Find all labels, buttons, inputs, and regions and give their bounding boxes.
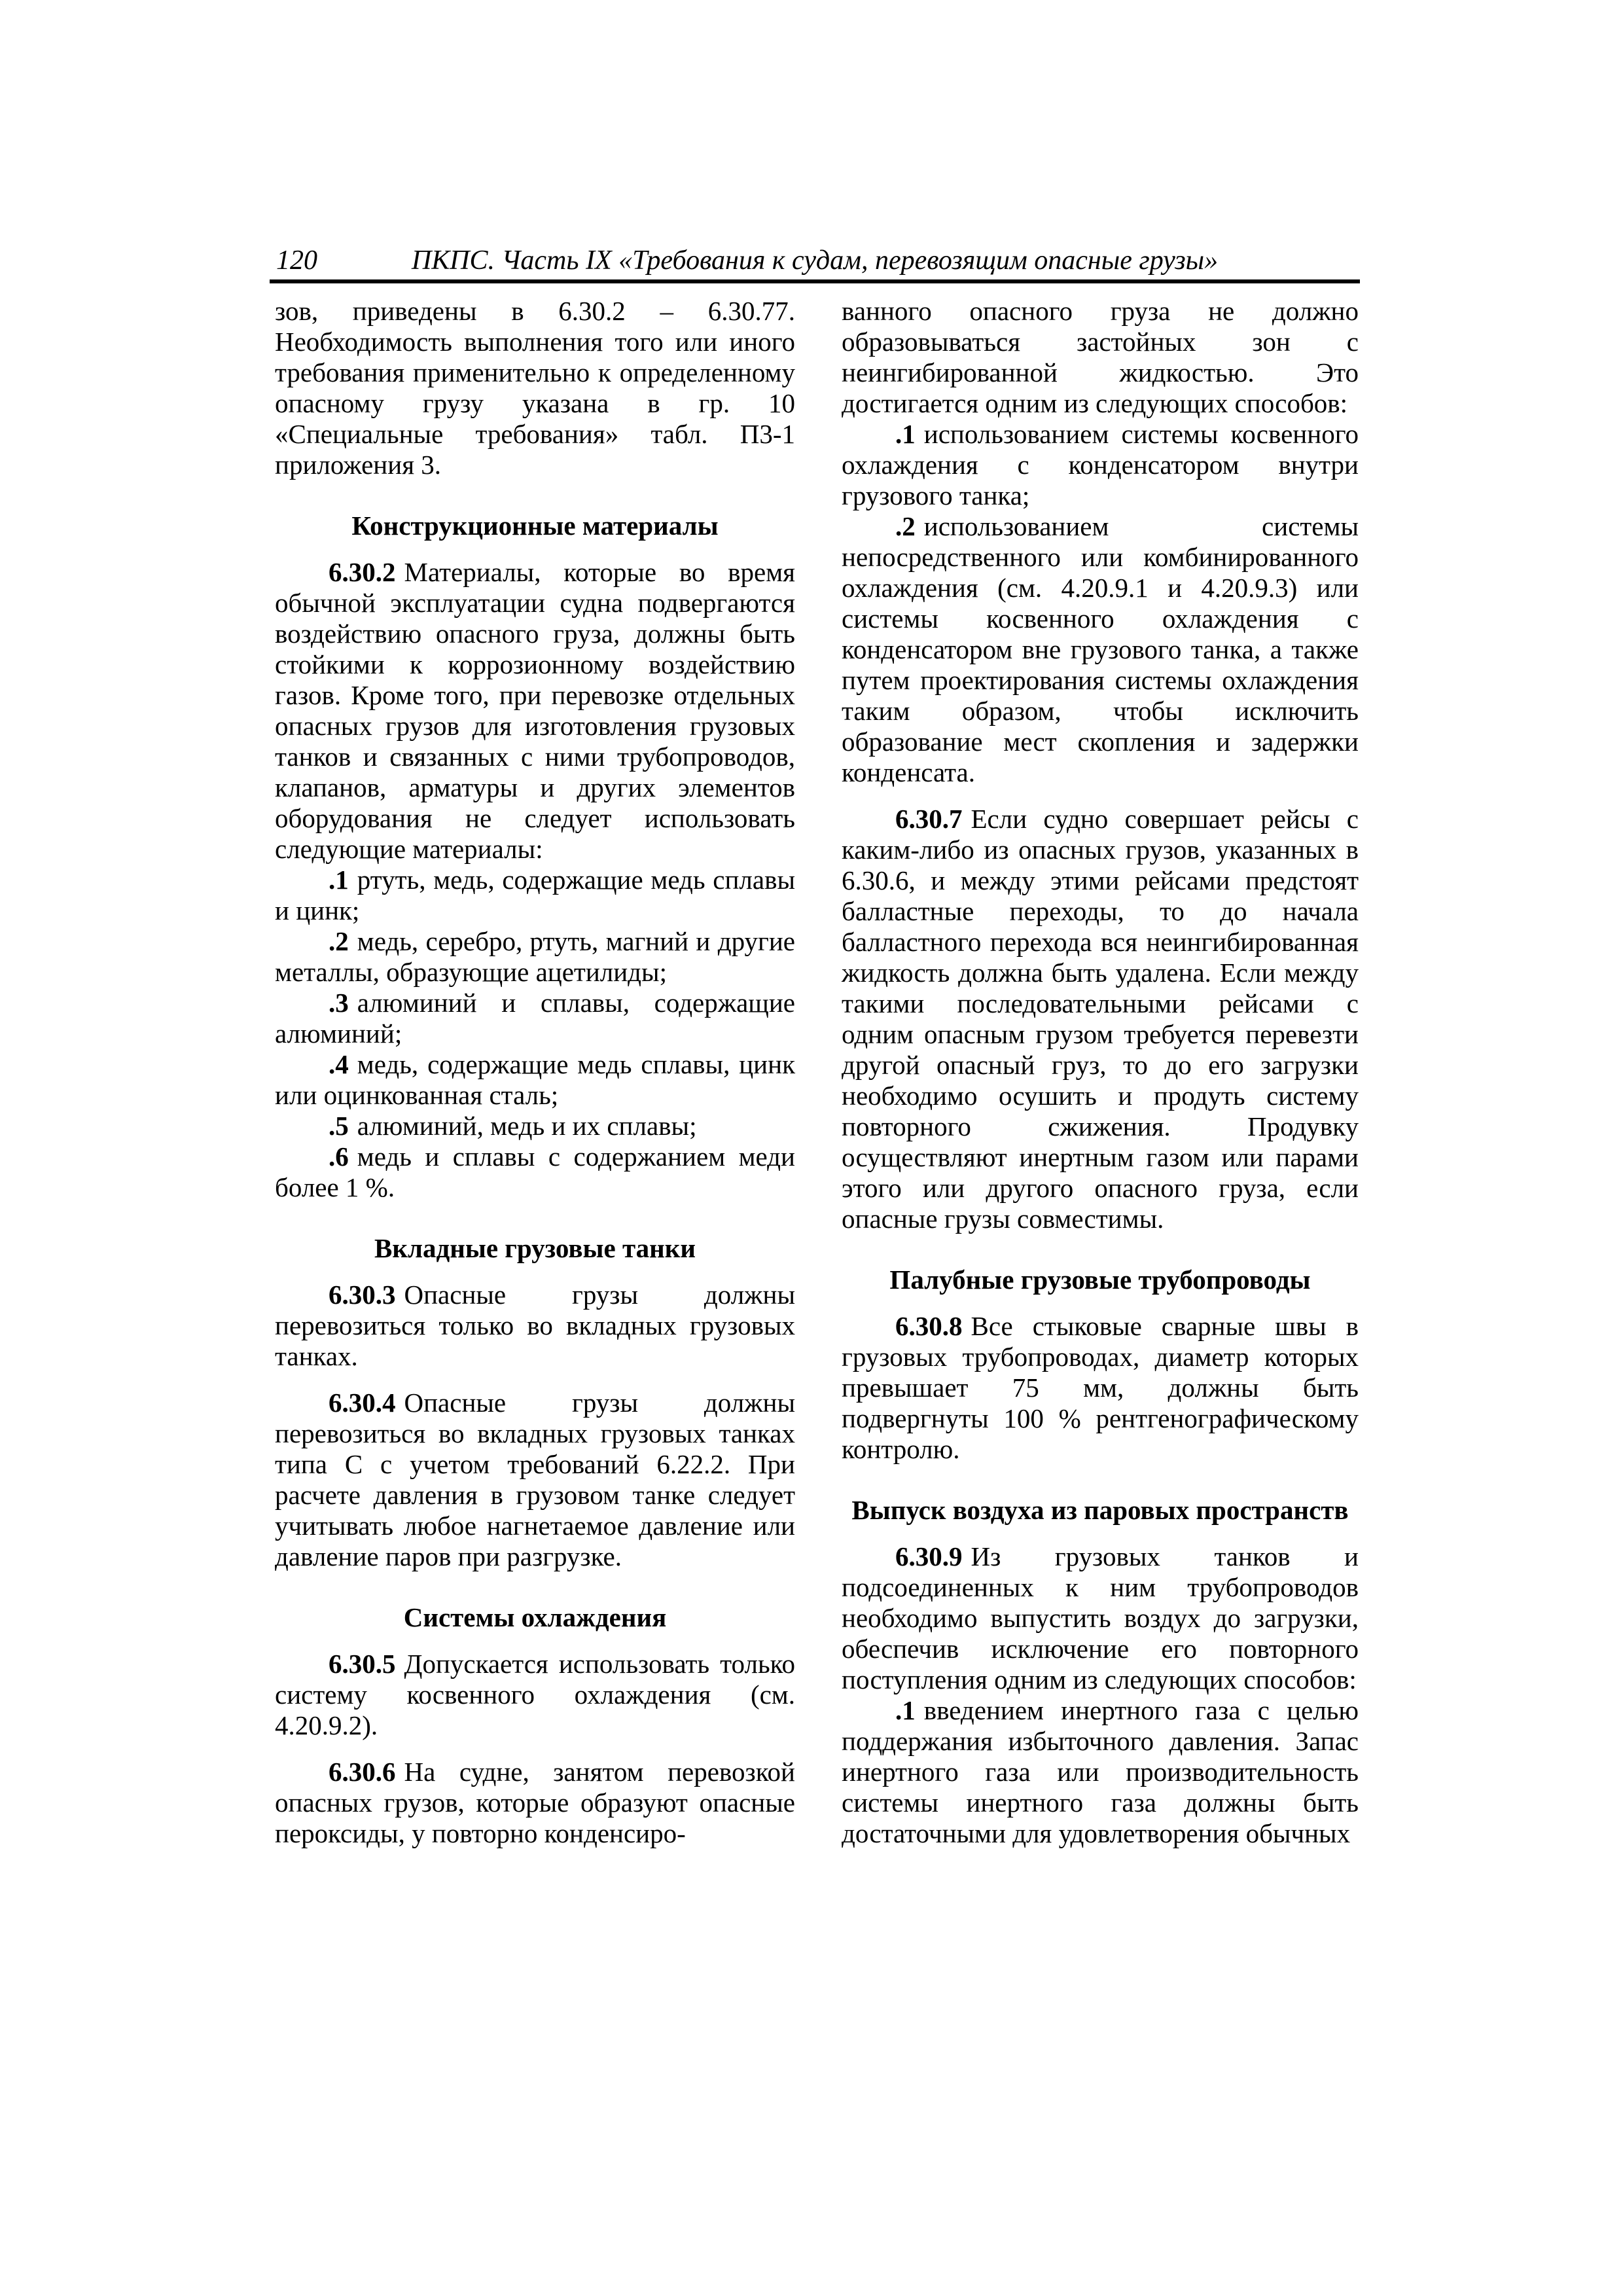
paragraph-text: медь и сплавы с содержанием меди более 1 %. bbox=[275, 1141, 795, 1202]
paragraph-text: Опасные грузы должны перевозиться только во вкладных грузовых танках. bbox=[275, 1280, 795, 1371]
clause-number: 6.30.3 bbox=[329, 1280, 396, 1310]
paragraph-text: использованием системы косвенного охлаждения с конденсатором внутри грузового танка; bbox=[842, 419, 1359, 511]
clause-number: .3 bbox=[329, 988, 349, 1018]
list-item bbox=[842, 511, 1359, 788]
paragraph-text: Материалы, которые во время обычной эксплуатации судна подвергаются воздействию опасного груза, должны быть стойкими к коррозионному воздействию газов. Кроме того, при перевозке отдельных опасных грузов для изготовления грузовых танков и связанных с ними трубопроводов, клапанов, арматуры и других элементов оборудования не следует использовать следующие материалы: bbox=[275, 557, 795, 864]
paragraph: ванного опасного груза не должно образовываться застойных зон с неингибированной жидкостью. Это достигается одним из следующих способов: bbox=[842, 296, 1359, 418]
list-item bbox=[842, 1695, 1359, 1849]
paragraph-text: использованием системы непосредственного или комбинированного охлаждения (см. 4.20.9.1 и 4.20.9.3) или системы косвенного охлаждения с конденсатором вне грузового танка, а также путем проектирования системы охлаждения таким образом, чтобы исключить образование мест скопления и задержки конденсата. bbox=[842, 511, 1359, 787]
paragraph bbox=[275, 1649, 795, 1741]
paragraph-text: алюминий и сплавы, содержащие алюминий; bbox=[275, 988, 795, 1049]
clause-number: .5 bbox=[329, 1111, 349, 1141]
section-heading: Системы охлаждения bbox=[403, 1602, 667, 1632]
list-item bbox=[842, 419, 1359, 511]
paragraph bbox=[842, 1541, 1359, 1695]
page-header bbox=[270, 245, 1360, 276]
clause-number: 6.30.9 bbox=[895, 1541, 963, 1571]
list-item bbox=[275, 988, 795, 1049]
clause-number: 6.30.6 bbox=[329, 1757, 396, 1787]
paragraph bbox=[842, 1311, 1359, 1465]
paragraph-text: медь, серебро, ртуть, магний и другие металлы, образующие ацетилиды; bbox=[275, 926, 795, 987]
clause-number: .2 bbox=[895, 511, 916, 541]
paragraph bbox=[275, 1757, 795, 1849]
clause-number: 6.30.8 bbox=[895, 1311, 963, 1341]
paragraph bbox=[275, 1388, 795, 1572]
paragraph-text: ртуть, медь, содержащие медь сплавы и цинк; bbox=[275, 865, 795, 925]
paragraph-text: введением инертного газа с целью поддержания избыточного давления. Запас инертного газа или производительность системы инертного газа должны быть достаточными для удовлетворения обычных bbox=[842, 1695, 1359, 1848]
paragraph bbox=[275, 557, 795, 865]
paragraph-text: На судне, занятом перевозкой опасных грузов, которые образуют опасные пероксиды, у повторно конденсиро- bbox=[275, 1757, 795, 1848]
clause-number: .2 bbox=[329, 926, 349, 956]
header-title: ПКПС. Часть IX «Требования к судам, перевозящим опасные грузы» bbox=[411, 245, 1219, 276]
paragraph-text: Допускается использовать только систему косвенного охлаждения (см. 4.20.9.2). bbox=[275, 1649, 795, 1740]
clause-number: 6.30.5 bbox=[329, 1649, 396, 1679]
clause-number: .1 bbox=[329, 865, 349, 895]
clause-number: 6.30.2 bbox=[329, 557, 396, 587]
section-heading: Палубные грузовые трубопроводы bbox=[889, 1265, 1311, 1295]
paragraph bbox=[842, 804, 1359, 1234]
list-item bbox=[275, 865, 795, 926]
list-item bbox=[275, 926, 795, 988]
clause-number: 6.30.4 bbox=[329, 1388, 396, 1418]
paragraph-text: медь, содержащие медь сплавы, цинк или оцинкованная сталь; bbox=[275, 1049, 795, 1110]
paragraph bbox=[275, 1280, 795, 1372]
clause-number: .1 bbox=[895, 419, 916, 449]
paragraph-text: алюминий, медь и их сплавы; bbox=[357, 1111, 697, 1141]
section-heading: Выпуск воздуха из паровых пространств bbox=[851, 1495, 1349, 1525]
column-right bbox=[842, 296, 1359, 1849]
paragraph-text: Из грузовых танков и подсоединенных к ним трубопроводов необходимо выпустить воздух до загрузки, обеспечив исключение его повторного поступления одним из следующих способов: bbox=[842, 1541, 1359, 1695]
clause-number: .6 bbox=[329, 1141, 349, 1172]
clause-number: .1 bbox=[895, 1695, 916, 1725]
list-item bbox=[275, 1111, 795, 1141]
paragraph-text: Опасные грузы должны перевозиться во вкладных грузовых танках типа С с учетом требований 6.22.2. При расчете давления в грузовом танке следует учитывать любое нагнетаемое давление или давление паров при разгрузке. bbox=[275, 1388, 795, 1571]
paragraph-text: Все стыковые сварные швы в грузовых трубопроводах, диаметр которых превышает 75 мм, должны быть подвергнуты 100 % рентгенографическому контролю. bbox=[842, 1311, 1359, 1464]
section-heading: Конструкционные материалы bbox=[351, 511, 719, 541]
list-item bbox=[275, 1049, 795, 1111]
clause-number: .4 bbox=[329, 1049, 349, 1079]
clause-number: 6.30.7 bbox=[895, 804, 963, 834]
list-item bbox=[275, 1141, 795, 1203]
page-number: 120 bbox=[276, 245, 317, 276]
column-left bbox=[275, 296, 795, 1849]
header-rule bbox=[270, 279, 1360, 283]
paragraph: зов, приведены в 6.30.2 – 6.30.77. Необходимость выполнения того или иного требования применительно к определенному опасному грузу указана в гр. 10 «Специальные требования» табл. П3-1 приложения 3. bbox=[275, 296, 795, 480]
paragraph-text: Если судно совершает рейсы с каким-либо из опасных грузов, указанных в 6.30.6, и между этими рейсами предстоят балластные переходы, то до начала балластного перехода вся неингибированная жидкость должна быть удалена. Если между такими последовательными рейсами с одним опасным грузом требуется перевезти другой опасный груз, то до его загрузки необходимо осушить и продуть систему повторного сжижения. Продувку осуществляют инертным газом или парами этого или другого опасного груза, если опасные грузы совместимы. bbox=[842, 804, 1359, 1234]
section-heading: Вкладные грузовые танки bbox=[374, 1233, 696, 1263]
